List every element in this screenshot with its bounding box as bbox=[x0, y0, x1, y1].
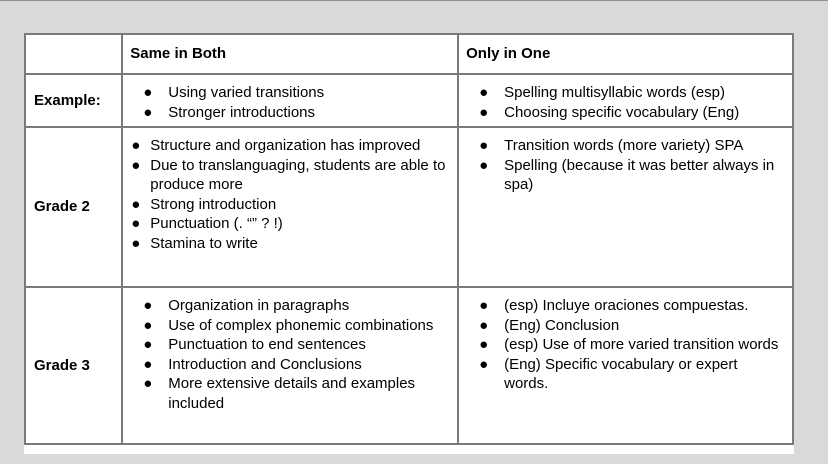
bullet-icon: ● bbox=[131, 234, 141, 252]
list-item: ● Stronger introductions bbox=[143, 103, 315, 121]
list-item: ● (Eng) Specific vocabulary or expert words. bbox=[479, 355, 738, 392]
bullet-icon: ● bbox=[143, 316, 153, 334]
bullet-icon: ● bbox=[479, 336, 489, 353]
row-label-grade-3: Grade 3 bbox=[25, 287, 122, 444]
cell-grade-3-same bbox=[122, 287, 458, 444]
comparison-table bbox=[24, 33, 794, 445]
list-item: ● Use of complex phonemic combinations bbox=[143, 316, 434, 334]
list-item: ● Transition words (more variety) SPA bbox=[479, 137, 744, 154]
list-item: ● More extensive details and examples included bbox=[143, 375, 416, 412]
list-item: ● (Eng) Conclusion bbox=[479, 316, 620, 334]
cell-example-same bbox=[122, 74, 458, 127]
bullet-icon: ● bbox=[479, 355, 489, 373]
bullet-icon: ● bbox=[143, 355, 153, 373]
list-item: ● Introduction and Conclusions bbox=[143, 355, 362, 373]
header-cell-empty bbox=[25, 34, 122, 74]
cell-grade-3-only bbox=[458, 287, 793, 444]
bullet-icon: ● bbox=[479, 156, 489, 174]
list-item: ● Organization in paragraphs bbox=[143, 297, 350, 314]
list-item: ● (esp) Use of more varied transition words bbox=[479, 336, 779, 353]
list-item: ● Spelling multisyllabic words (esp) bbox=[479, 84, 726, 101]
bullet-icon: ● bbox=[131, 215, 141, 232]
bullet-icon: ● bbox=[479, 316, 489, 334]
table-row-grade-2 bbox=[25, 127, 793, 287]
list-item: ● Punctuation to end sentences bbox=[143, 336, 366, 353]
list-item: ● Spelling (because it was better always in spa) bbox=[479, 156, 775, 193]
bullet-icon: ● bbox=[479, 103, 489, 121]
window-top-border bbox=[0, 0, 828, 1]
table-row-grade-3 bbox=[25, 287, 793, 444]
list-item: ● Due to translanguaging, students are able to produce more bbox=[131, 156, 446, 193]
list-item: ● Punctuation (. “” ? !) bbox=[131, 215, 283, 232]
bullet-icon: ● bbox=[479, 137, 489, 154]
bullet-icon: ● bbox=[479, 297, 489, 314]
list-item: ● Using varied transitions bbox=[143, 84, 325, 101]
bullet-list bbox=[459, 136, 784, 195]
bullet-icon: ● bbox=[143, 103, 153, 121]
table-row-example bbox=[25, 74, 793, 127]
bullet-icon: ● bbox=[143, 375, 153, 392]
header-cell-same-in-both: Same in Both bbox=[122, 34, 458, 74]
bullet-list bbox=[123, 136, 449, 253]
bullet-list bbox=[459, 296, 784, 394]
cell-grade-2-same bbox=[122, 127, 458, 287]
list-item: ● Choosing specific vocabulary (Eng) bbox=[479, 103, 740, 121]
row-label-example: Example: bbox=[25, 74, 122, 127]
cell-example-only bbox=[458, 74, 793, 127]
bullet-list bbox=[123, 296, 449, 413]
bullet-icon: ● bbox=[131, 156, 141, 174]
list-item: ● Strong introduction bbox=[131, 195, 277, 213]
table-header-row bbox=[25, 34, 793, 74]
list-item: ● Structure and organization has improved bbox=[131, 137, 421, 154]
list-item: ● (esp) Incluye oraciones compuestas. bbox=[479, 297, 749, 314]
cell-grade-2-only bbox=[458, 127, 793, 287]
bullet-icon: ● bbox=[131, 195, 141, 213]
bullet-icon: ● bbox=[143, 336, 153, 353]
bullet-icon: ● bbox=[479, 84, 489, 101]
bullet-icon: ● bbox=[143, 297, 153, 314]
header-cell-only-in-one: Only in One bbox=[458, 34, 793, 74]
bullet-icon: ● bbox=[131, 137, 141, 154]
bullet-list bbox=[459, 83, 784, 122]
list-item: ● Stamina to write bbox=[131, 234, 258, 252]
row-label-grade-2: Grade 2 bbox=[25, 127, 122, 287]
bullet-icon: ● bbox=[143, 84, 153, 101]
bullet-list bbox=[123, 83, 449, 122]
